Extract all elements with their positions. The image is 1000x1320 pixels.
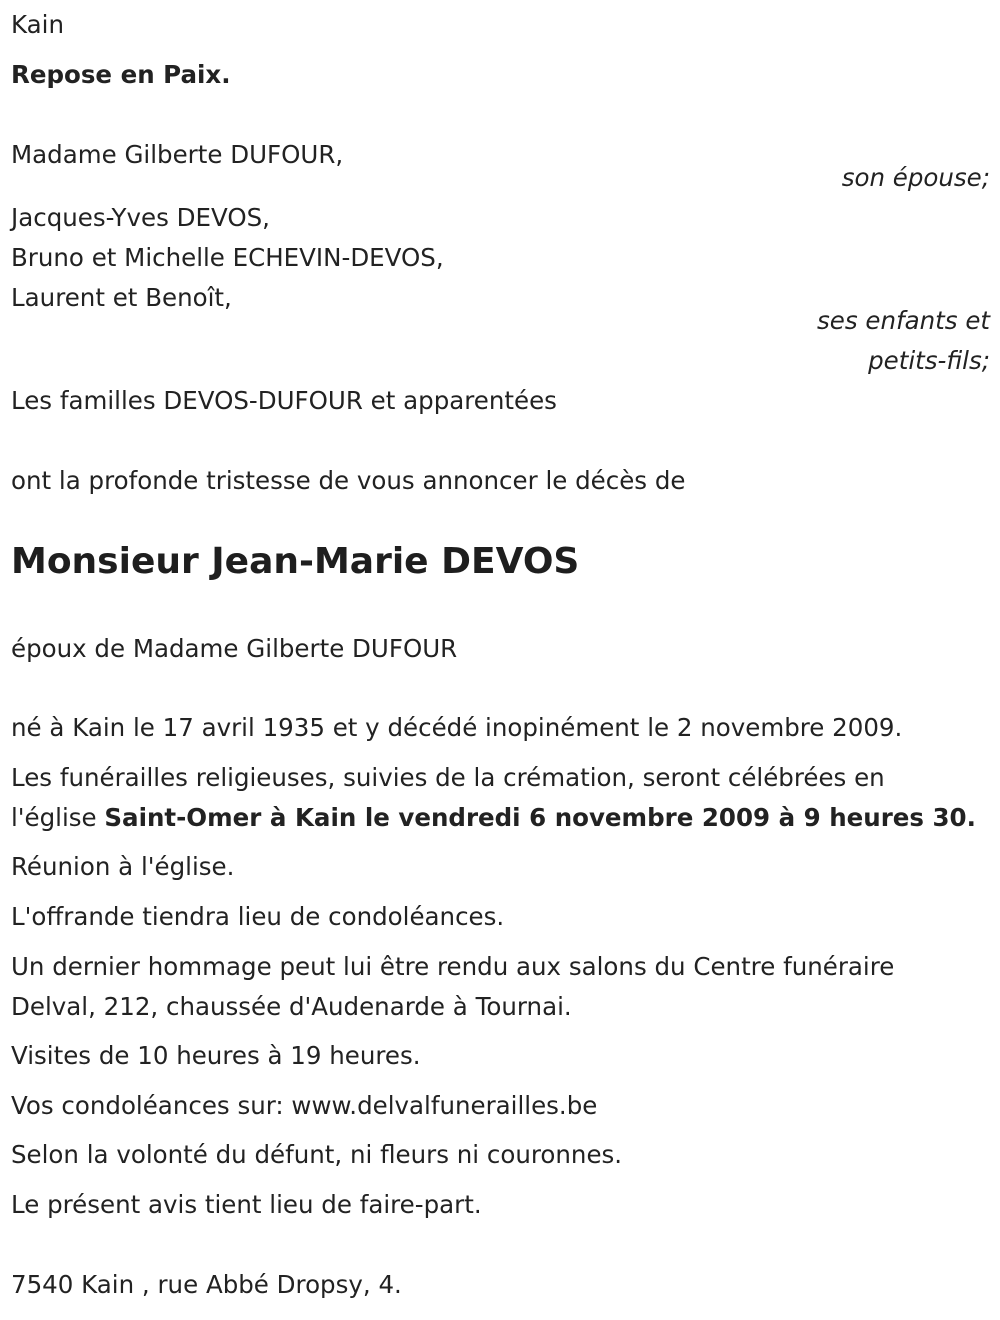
children-role-line1: ses enfants et — [817, 306, 990, 335]
tribute-line-1: Un dernier hommage peut lui être rendu aux salons du Centre funéraire — [11, 952, 895, 981]
funeral-line-1: Les funérailles religieuses, suivies de la crémation, seront célébrées en — [11, 763, 885, 792]
child-2: Bruno et Michelle ECHEVIN-DEVOS, — [11, 243, 444, 272]
birth-death-text: né à Kain le 17 avril 1935 et y décédé inopinément le 2 novembre 2009. — [11, 713, 903, 742]
offering-text: L'offrande tiendra lieu de condoléances. — [11, 902, 505, 931]
families-text: Les familles DEVOS-DUFOUR et apparentées — [11, 386, 557, 415]
child-1: Jacques-Yves DEVOS, — [11, 203, 270, 232]
spouse-role: son épouse; — [841, 163, 990, 192]
deceased-name: Monsieur Jean-Marie DEVOS — [11, 541, 580, 582]
notice-text: Le présent avis tient lieu de faire-part. — [11, 1190, 482, 1219]
spouse-name: Madame Gilberte DUFOUR, — [11, 140, 344, 169]
address-text: 7540 Kain , rue Abbé Dropsy, 4. — [11, 1270, 402, 1299]
child-3: Laurent et Benoît, — [11, 283, 232, 312]
spouse-of-text: époux de Madame Gilberte DUFOUR — [11, 634, 458, 663]
funeral-line-2-prefix: l'église — [11, 803, 105, 832]
announcement-intro: ont la profonde tristesse de vous annoncer le décès de — [11, 466, 686, 495]
funeral-details-bold: Saint-Omer à Kain le vendredi 6 novembre 2009 à 9 heures 30. — [104, 803, 976, 832]
tribute-line-2: Delval, 212, chaussée d'Audenarde à Tournai. — [11, 992, 572, 1021]
flowers-text: Selon la volonté du défunt, ni fleurs ni couronnes. — [11, 1140, 623, 1169]
children-role-line2: petits-fils; — [868, 346, 990, 375]
meeting-text: Réunion à l'église. — [11, 852, 235, 881]
location-text: Kain — [11, 10, 64, 39]
visits-text: Visites de 10 heures à 19 heures. — [11, 1041, 421, 1070]
repose-text: Repose en Paix. — [11, 60, 231, 89]
condolences-text: Vos condoléances sur: www.delvalfunerailles.be — [11, 1091, 598, 1120]
funeral-line-2 — [11, 803, 976, 833]
